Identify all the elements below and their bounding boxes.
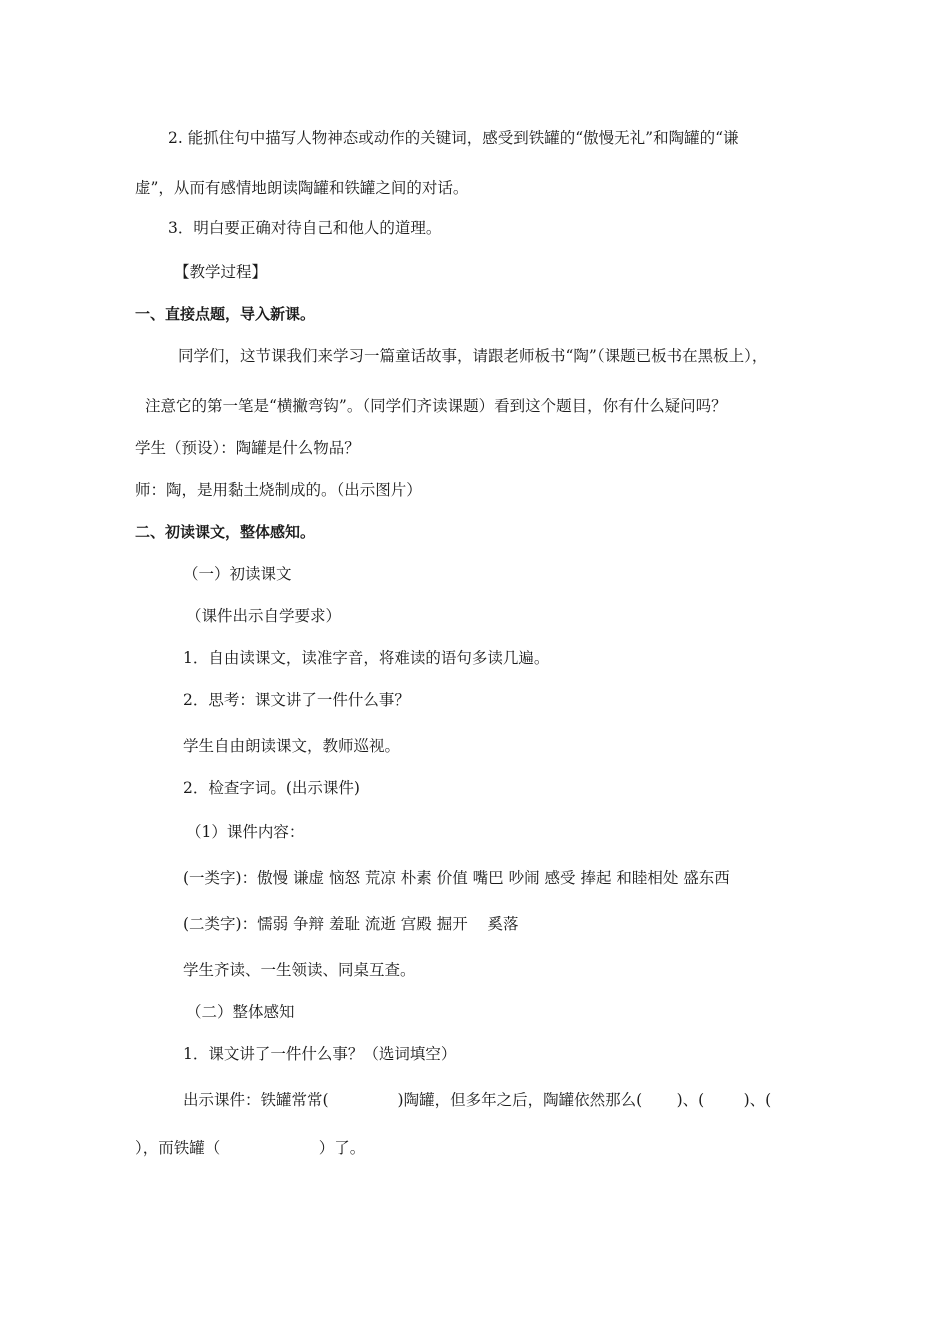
list-item: 2．思考：课文讲了一件什么事？ [183, 691, 410, 709]
text-line: 学生（预设）：陶罐是什么物品？ [135, 439, 360, 457]
list-item: 1．课文讲了一件什么事？（选词填空） [183, 1045, 457, 1063]
section-heading: 【教学过程】 [174, 263, 268, 281]
subsection-title: （一）初读课文 [183, 565, 292, 583]
text-line: 学生自由朗读课文，教师巡视。 [183, 737, 401, 755]
text-line: 出示课件：铁罐常常( )陶罐，但多年之后，陶罐依然那么( )、( )、( [183, 1091, 772, 1109]
text-line: 注意它的第一笔是“横撇弯钩”。（同学们齐读课题）看到这个题目，你有什么疑问吗？ [145, 397, 727, 415]
text-line: 师：陶，是用黏土烧制成的。（出示图片） [135, 481, 422, 499]
text-line: 同学们，这节课我们来学习一篇童话故事，请跟老师板书“陶”（课题已板书在黑板上）， [178, 347, 768, 365]
list-item: 1．自由读课文，读准字音，将难读的语句多读几遍。 [183, 649, 550, 667]
text-line: 2. 能抓住句中描写人物神态或动作的关键词，感受到铁罐的“傲慢无礼”和陶罐的“谦 [168, 129, 739, 147]
section-title: 一、直接点题，导入新课。 [135, 305, 316, 323]
text-line: 学生齐读、一生领读、同桌互查。 [183, 961, 416, 979]
subsection-title: （二）整体感知 [186, 1003, 295, 1021]
list-item: 2．检查字词。(出示课件) [183, 779, 360, 797]
vocab-line: (一类字)：傲慢 谦虚 恼怒 荒凉 朴素 价值 嘴巴 吵闹 感受 捧起 和睦相处 盛东西 [183, 869, 730, 887]
text-line: ），而铁罐（ ）了。 [135, 1139, 366, 1157]
text-line: 3．明白要正确对待自己和他人的道理。 [168, 219, 442, 237]
text-line: （课件出示自学要求） [186, 607, 342, 625]
text-line: （1）课件内容： [186, 823, 305, 841]
section-title: 二、初读课文，整体感知。 [135, 523, 316, 541]
text-line: 虚”，从而有感情地朗读陶罐和铁罐之间的对话。 [135, 179, 469, 197]
vocab-line: (二类字)：懦弱 争辩 羞耻 流逝 宫殿 掘开 奚落 [183, 915, 519, 933]
